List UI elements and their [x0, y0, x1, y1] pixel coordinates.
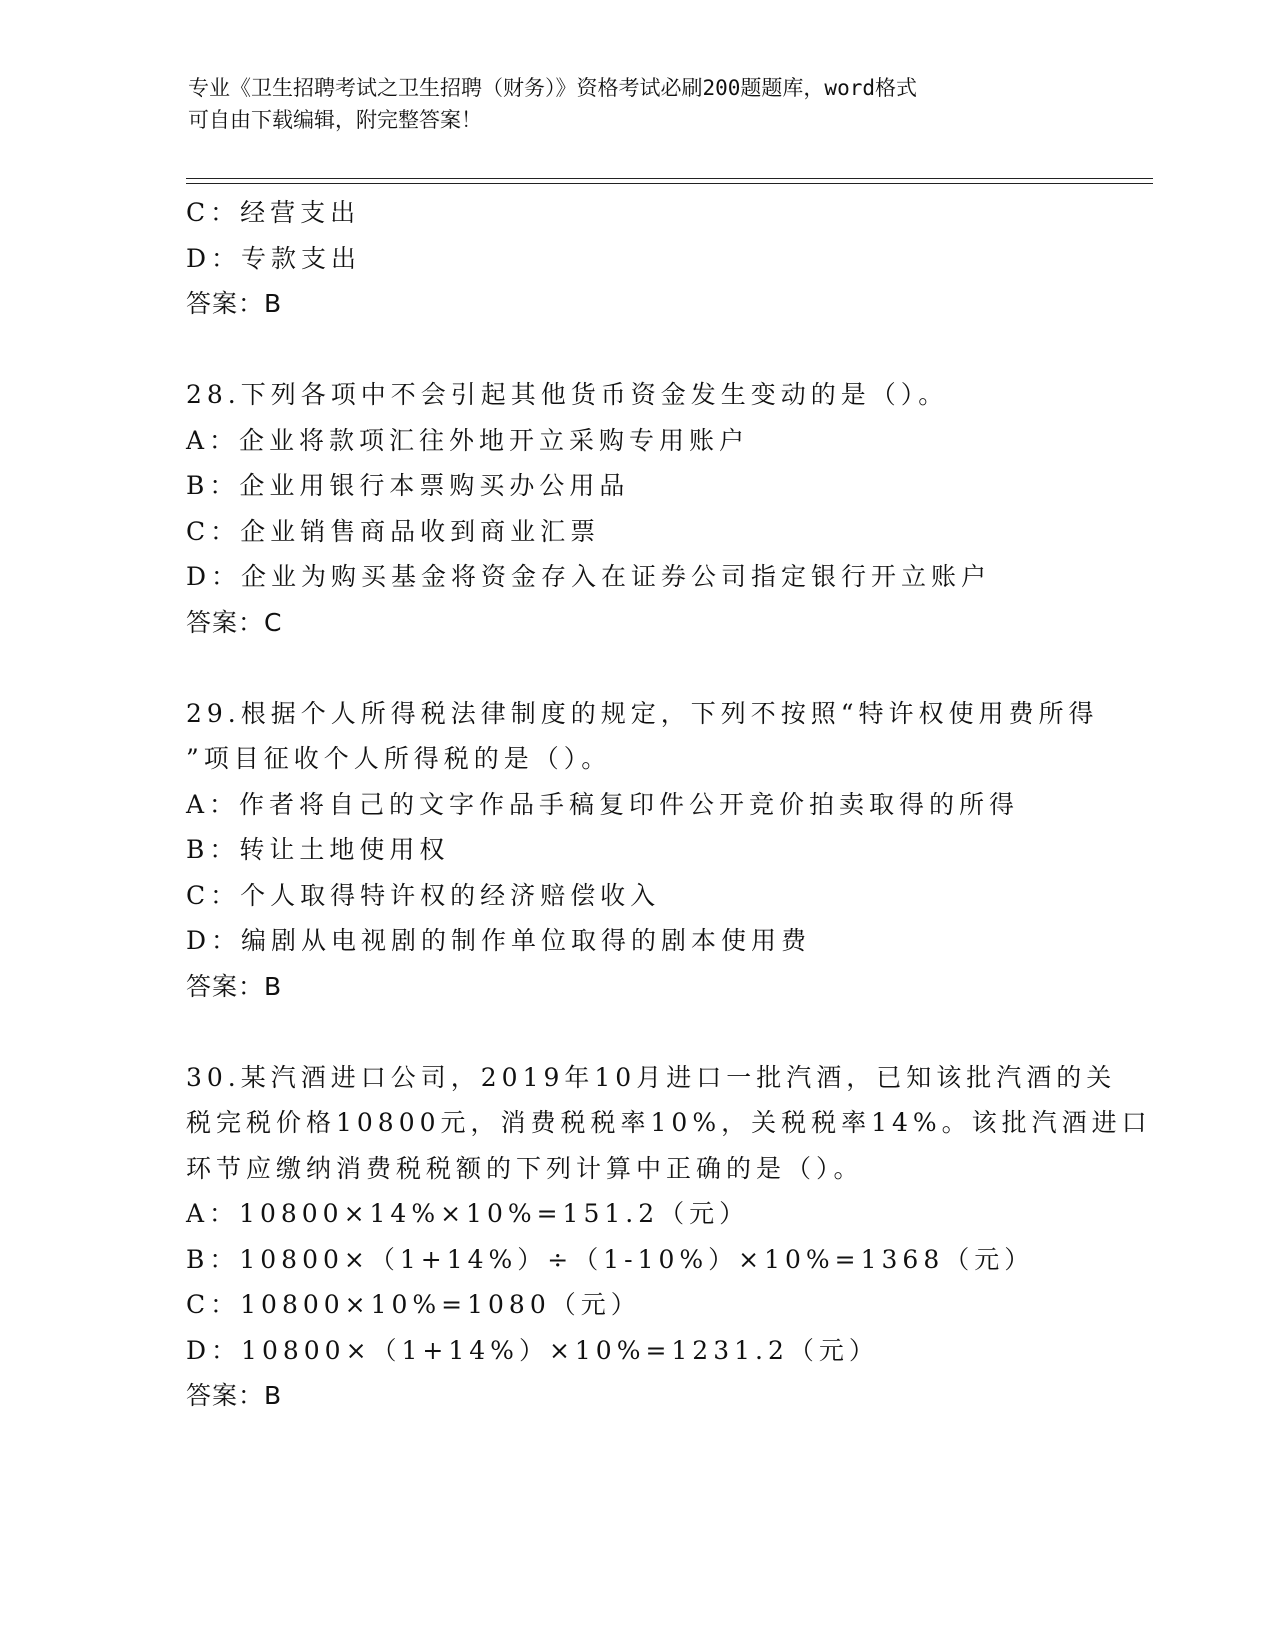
- option-a: A：10800×14%×10%=151.2（元）: [186, 1199, 750, 1228]
- header-title-line-2: 可自由下载编辑，附完整答案！: [188, 108, 482, 132]
- question-29: [186, 691, 1099, 1010]
- question-text-line-1: 29.根据个人所得税法律制度的规定，下列不按照“特许权使用费所得: [186, 698, 1099, 728]
- spacer: [186, 1009, 1086, 1055]
- question-text-line-3: 环节应缴纳消费税税额的下列计算中正确的是（）。: [186, 1153, 864, 1183]
- option-d: D：编剧从电视剧的制作单位取得的剧本使用费: [186, 926, 812, 955]
- question-text-line-2: 税完税价格10800元，消费税税率10%，关税税率14%。该批汽酒进口: [186, 1108, 1152, 1137]
- option-d: D：专款支出: [186, 243, 362, 273]
- question-text-line-1: 30.某汽酒进口公司，2019年10月进口一批汽酒，已知该批汽酒的关: [186, 1062, 1117, 1092]
- option-c: C：个人取得特许权的经济赔偿收入: [186, 880, 661, 910]
- answer: 答案：B: [186, 289, 283, 318]
- option-b: B：企业用银行本票购买办公用品: [186, 471, 630, 500]
- option-b: B：10800×（1+14%）÷（1-10%）×10%=1368（元）: [186, 1244, 1035, 1274]
- option-a: A：作者将自己的文字作品手稿复印件公开竞价拍卖取得的所得: [186, 789, 1020, 819]
- answer: 答案：B: [186, 1381, 283, 1410]
- answer: 答案：B: [186, 971, 283, 1001]
- option-d: D：企业为购买基金将资金存入在证券公司指定银行开立账户: [186, 562, 992, 591]
- spacer: [186, 645, 1086, 691]
- header-divider-top: [186, 178, 1153, 179]
- option-c: C：企业销售商品收到商业汇票: [186, 516, 601, 546]
- option-b: B：转让土地使用权: [186, 835, 450, 864]
- question-28: [186, 372, 1086, 645]
- question-list: [186, 190, 1152, 1419]
- document-header: [188, 72, 1068, 136]
- spacer: [186, 327, 1086, 373]
- question-text: 28.下列各项中不会引起其他货币资金发生变动的是（）。: [186, 380, 949, 409]
- option-a: A：企业将款项汇往外地开立采购专用账户: [186, 425, 750, 455]
- question-27-tail: [186, 190, 1086, 327]
- header-title-line-1: 专业《卫生招聘考试之卫生招聘（财务）》资格考试必刷200题题库，word格式: [188, 76, 917, 100]
- option-c: C：经营支出: [186, 198, 361, 227]
- answer: 答案：C: [186, 607, 283, 637]
- option-d: D：10800×（1+14%）×10%=1231.2（元）: [186, 1335, 879, 1365]
- question-text-line-2: ”项目征收个人所得税的是（）。: [186, 744, 612, 773]
- option-c: C：10800×10%=1080（元）: [186, 1290, 641, 1319]
- question-30: [186, 1055, 1152, 1419]
- header-divider-bottom: [186, 183, 1153, 184]
